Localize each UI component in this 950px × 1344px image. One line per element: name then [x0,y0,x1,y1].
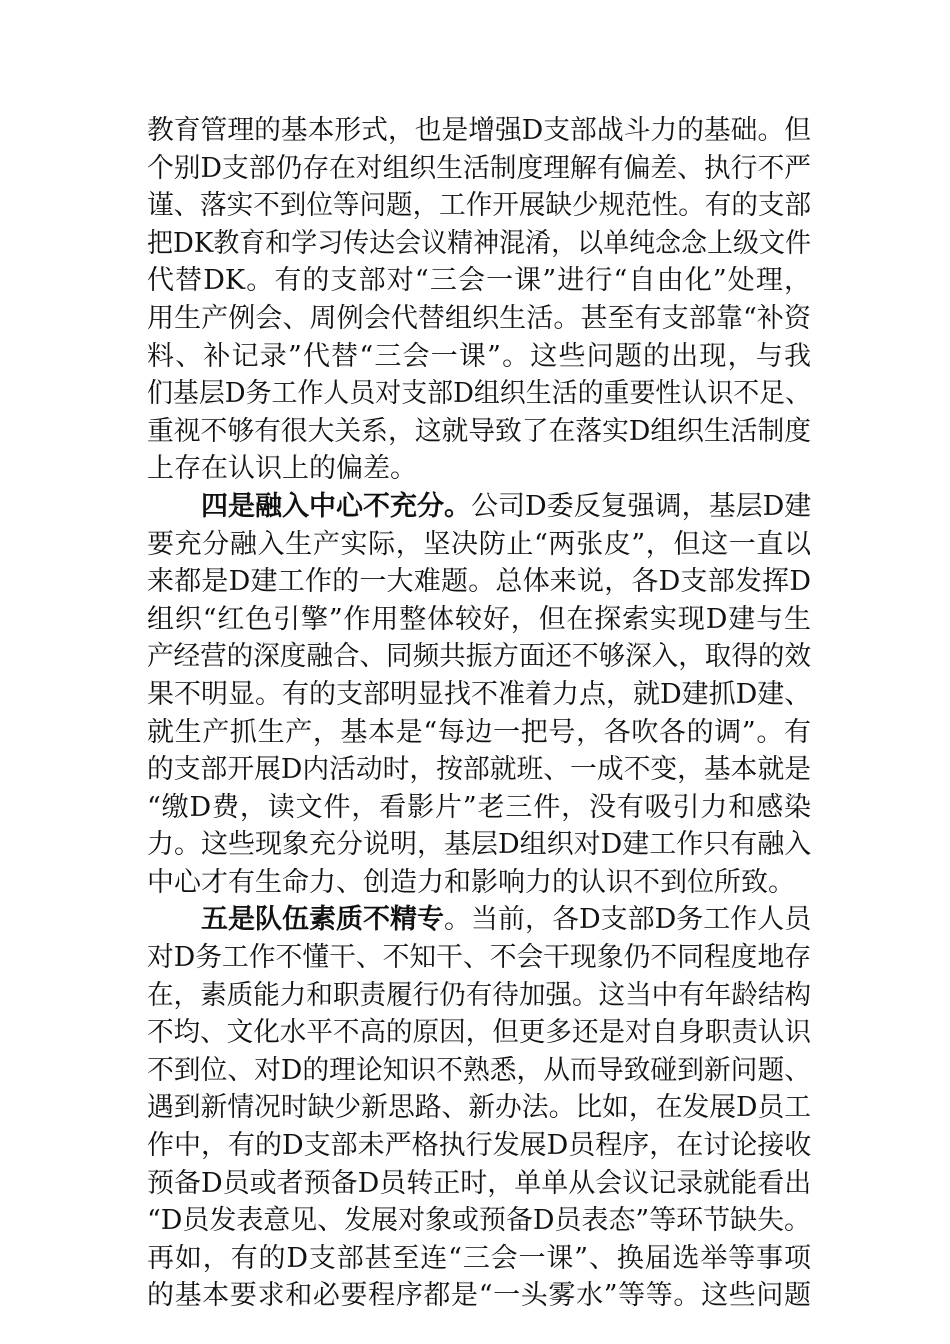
paragraph-2 [147,488,811,902]
text-line: 对D务工作不懂干、不知干、不会干现象仍不同程度地存 [147,942,811,974]
text-line: 预备D员或者预备D员转正时，单单从会议记录就能看出 [147,1167,812,1199]
text-line: 来都是D建工作的一大难题。总体来说，各D支部发挥D [147,566,811,598]
text-line: 中心才有生命力、创造力和影响力的认识不到位所致。 [147,866,795,898]
text-line: 力。这些现象充分说明，基层D组织对D建工作只有融入 [147,829,812,861]
text-line-first [147,901,811,939]
paragraph-3 [147,901,811,1315]
text-line: 代替DK。有的支部对“三会一课”进行“自由化”处理， [147,265,811,297]
paragraph-lead-heading: 四是融入中心不充分。 [201,490,471,522]
text-line: 把DK教育和学习传达会议精神混淆，以单纯念念上级文件 [147,227,811,259]
paragraph-1 [147,112,811,488]
text-line: 在，素质能力和职责履行仍有待加强。这当中有年龄结构 [147,979,811,1011]
text-line: 作中，有的D支部未严格执行发展D员程序，在讨论接收 [147,1130,812,1162]
text-line: 遇到新情况时缺少新思路、新办法。比如，在发展D员工 [147,1092,811,1124]
text-line: 重视不够有很大关系，这就导致了在落实D组织生活制度 [147,415,811,447]
text-line: 上存在认识上的偏差。 [147,453,417,485]
text-line: 谨、落实不到位等问题，工作开展缺少规范性。有的支部 [147,190,811,222]
text-line: 要充分融入生产实际，坚决防止“两张皮”，但这一直以 [147,528,811,560]
text-line: 的基本要求和必要程序都是“一头雾水”等等。这些问题 [147,1280,811,1312]
text-line: “缴D费，读文件，看影片”老三件，没有吸引力和感染 [147,791,811,823]
text-line: 们基层D务工作人员对支部D组织生活的重要性认识不足、 [147,378,811,410]
text-line: 的支部开展D内活动时，按部就班、一成不变，基本就是 [147,754,811,786]
paragraph-lead-heading: 五是队伍素质不精专 [201,904,444,936]
text-line: 果不明显。有的支部明显找不准着力点，就D建抓D建、 [147,678,812,710]
text-line: 用生产例会、周例会代替组织生活。甚至有支部靠“补资 [147,302,811,334]
text-line: 就生产抓生产，基本是“每边一把号，各吹各的调”。有 [147,716,811,748]
text-line: “D员发表意见、发展对象或预备D员表态”等环节缺失。 [147,1205,811,1237]
text-line-first [147,488,811,526]
text-line: 组织“红色引擎”作用整体较好，但在探索实现D建与生 [147,603,811,635]
text-line: 再如，有的D支部甚至连“三会一课”、换届选举等事项 [147,1242,811,1274]
text-line: 个别D支部仍存在对组织生活制度理解有偏差、执行不严 [147,152,811,184]
text-line: 不均、文化水平不高的原因，但更多还是对自身职责认识 [147,1017,811,1049]
paragraph-first-text: 。当前，各D支部D务工作人员 [444,904,812,936]
paragraph-first-text: 公司D委反复强调，基层D建 [471,490,812,522]
text-line: 不到位、对D的理论知识不熟悉，从而导致碰到新问题、 [147,1054,811,1086]
text-line: 产经营的深度融合、同频共振方面还不够深入，取得的效 [147,641,811,673]
document-body [147,112,811,1315]
text-line: 料、补记录”代替“三会一课”。这些问题的出现，与我 [147,340,811,372]
text-line: 教育管理的基本形式，也是增强D支部战斗力的基础。但 [147,115,811,146]
